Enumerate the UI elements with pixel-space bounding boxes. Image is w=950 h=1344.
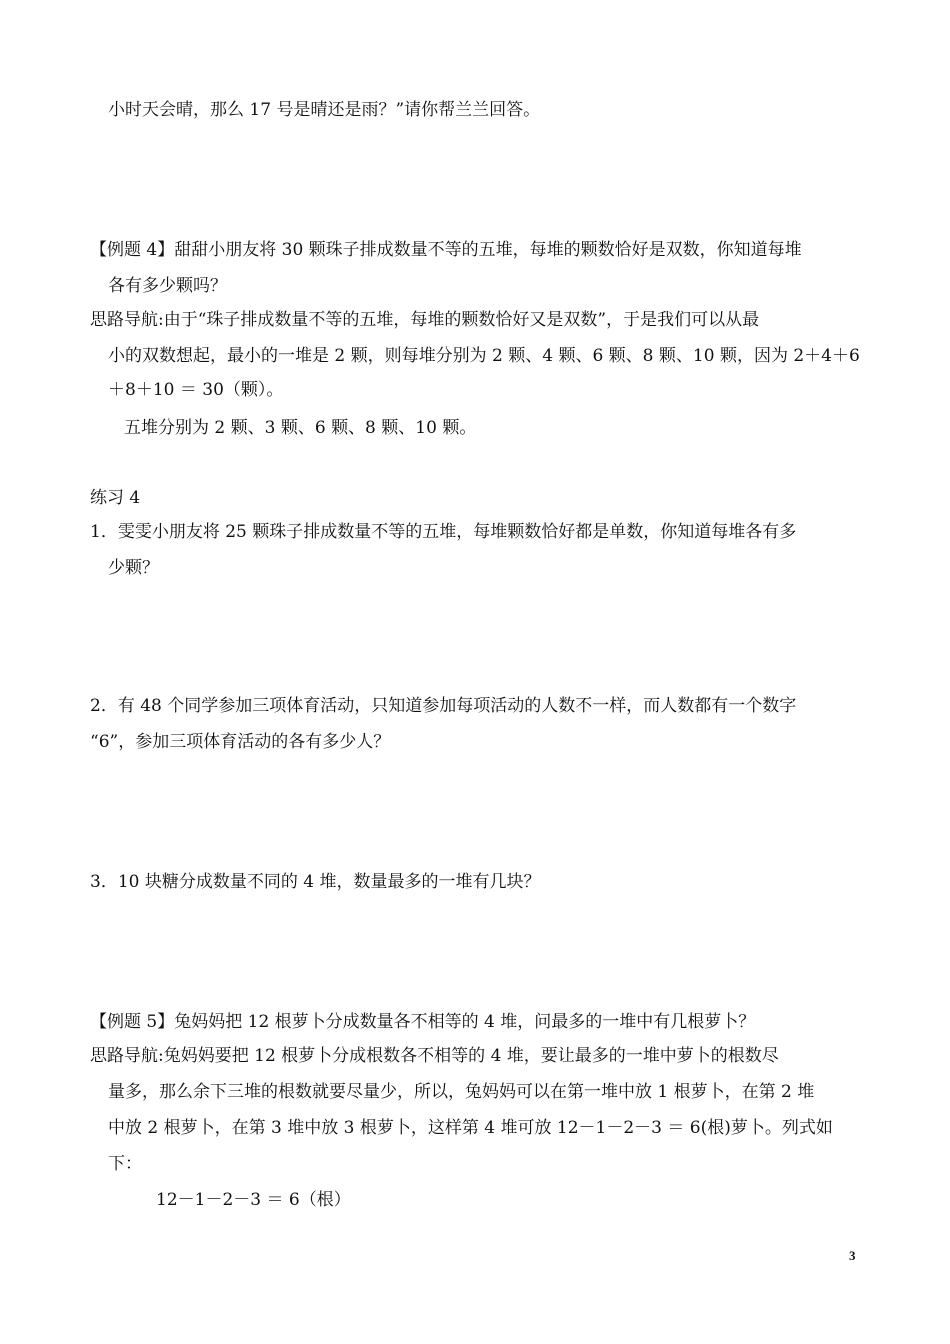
example5-formula: 12－1－2－3 ＝ 6（根）: [156, 1190, 351, 1210]
example5-question: 【例题 5】兔妈妈把 12 根萝卜分成数量各不相等的 4 堆，问最多的一堆中有几根萝卜？: [90, 1012, 756, 1032]
example4-solution-line-1: 思路导航:由于“珠子排成数量不等的五堆，每堆的颗数恰好又是双数”，于是我们可以从最: [90, 310, 760, 330]
practice4-problem-1-line-1: 1．雯雯小朋友将 25 颗珠子排成数量不等的五堆，每堆颗数恰好都是单数，你知道每堆各有多: [90, 522, 797, 542]
practice4-problem-1-line-2: 少颗？: [108, 558, 159, 578]
example4-question-line-2: 各有多少颗吗？: [108, 276, 227, 296]
example5-solution-line-2: 量多，那么余下三堆的根数就要尽量少，所以，兔妈妈可以在第一堆中放 1 根萝卜，在第 2 堆: [108, 1082, 815, 1102]
example5-solution-line-1: 思路导航:兔妈妈要把 12 根萝卜分成根数各不相等的 4 堆，要让最多的一堆中萝卜的根数尽: [90, 1046, 779, 1066]
practice4-problem-2-line-2: “6”，参加三项体育活动的各有多少人？: [90, 732, 391, 752]
practice4-problem-3: 3．10 块糖分成数量不同的 4 堆，数量最多的一堆有几块？: [90, 872, 541, 892]
practice4-problem-2-line-1: 2．有 48 个同学参加三项体育活动，只知道参加每项活动的人数不一样，而人数都有一个数字: [90, 696, 797, 716]
practice4-title: 练习 4: [90, 488, 141, 508]
example4-solution-line-3: ＋8＋10 ＝ 30（颗）。: [108, 380, 284, 400]
page-number: 3: [849, 1248, 856, 1263]
example4-answer: 五堆分别为 2 颗、3 颗、6 颗、8 颗、10 颗。: [124, 418, 477, 438]
example5-solution-line-3: 中放 2 根萝卜，在第 3 堆中放 3 根萝卜，这样第 4 堆可放 12－1－2－3 ＝ 6(根)萝卜。列式如: [108, 1118, 833, 1138]
example4-solution-line-2: 小的双数想起，最小的一堆是 2 颗，则每堆分别为 2 颗、4 颗、6 颗、8 颗、10 颗，因为 2＋4＋6: [108, 346, 860, 366]
example4-question-line-1: 【例题 4】甜甜小朋友将 30 颗珠子排成数量不等的五堆，每堆的颗数恰好是双数，你知道每堆: [90, 240, 802, 260]
intro-line-1: 小时天会晴，那么 17 号是晴还是雨？”请你帮兰兰回答。: [108, 100, 541, 120]
example5-solution-line-4: 下：: [108, 1154, 142, 1174]
